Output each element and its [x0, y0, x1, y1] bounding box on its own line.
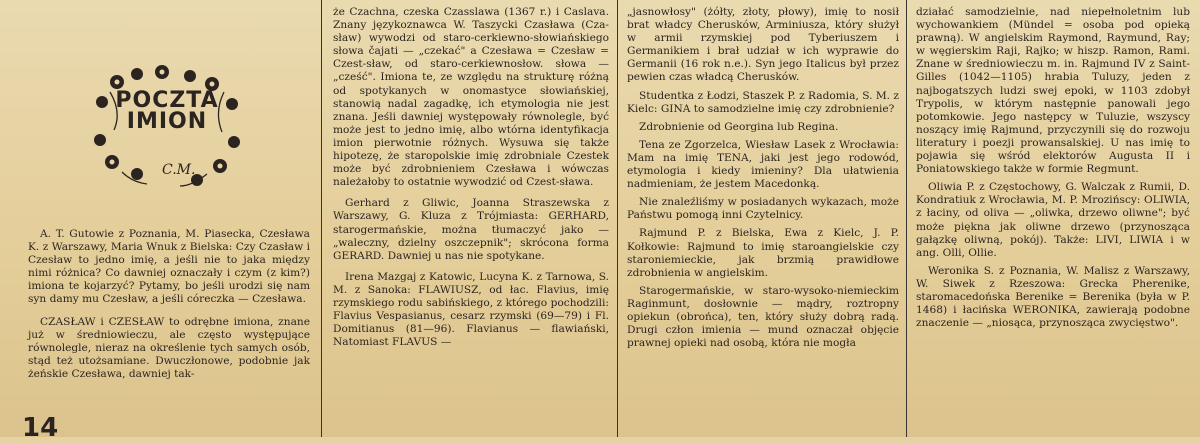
column-3	[627, 6, 899, 355]
column-1	[28, 228, 310, 386]
column-divider	[321, 0, 322, 437]
reader-letter-4: Studentka z Łodzi, Staszek P. z Radomia, S. M. z Kielc: GINA to samodzielne imię czy zdrobnienie?	[627, 89, 899, 115]
page-number: 14	[22, 413, 59, 443]
reader-letter-2: Gerhard z Gliwic, Joanna Straszewska z Warszawy, G. Kluza z Trójmiasta: GERHARD, starogermańskie, można tłumaczyć jako — „waleczny, dzielny oszczepnik"; skrócona forma GERARD. Dawniej u nas nie spotykane.	[333, 197, 609, 262]
answer-4: Zdrobnienie od Georgina lub Regina.	[639, 120, 839, 133]
signature: C.M.	[162, 162, 196, 178]
column-4	[916, 6, 1190, 335]
column-logo	[92, 62, 242, 197]
answer-5: Nie znaleźliśmy w posiadanych wykazach, może Państwu pomogą inni Czytelnicy.	[627, 196, 899, 222]
column-divider	[617, 0, 618, 437]
answer-1-continued: że Czachna, czeska Czasslawa (1367 r.) i Caslava. Znany językoznawca W. Taszycki Czasława (Cza-sław) wywodzi od staro-cerkiewno-słowiańskiego słowa čajati — „czekać" a Czesława = Czesław = Czest-sław, od staro-cerkiewnosłow. słowa — „cześć". Imiona te, ze względu na strukturę różną od spotykanych w onomastyce słowiańskiej, stanowią nadal zagadkę, ich etymologia nie jest znana. Jeśli dawniej występowały równolegle, być może jest to jedno imię, albo wtórna identyfikacja imion pierwotnie różnych. Wysuwa się także hipotezę, że staropolskie imię zdrobniale Czestek może być zdrobnieniem Czesława i wówczas należałoby to ostatnie wywodzić od Czest-sława.	[333, 6, 609, 189]
answer-6: Starogermańskie, w staro-wysoko-niemieckim Raginmunt, dosłownie — mądry, roztropny opiekun (obrońca), ten, który służy dobrą radą. Drugi człon imienia — mund oznaczał objęcie prawnej opieki nad osobą, która nie mogła	[627, 284, 899, 350]
reader-letter-5: Tena ze Zgorzelca, Wiesław Lasek z Wrocławia: Mam na imię TENA, jaki jest jego rodowód, etymologia i kiedy imieniny? Dla ułatwienia nadmieniam, że jestem Macedonką.	[627, 138, 899, 191]
column-2	[333, 6, 609, 354]
reader-letter-1: A. T. Gutowie z Poznania, M. Piasecka, Czesława K. z Warszawy, Maria Wnuk z Bielska: Czy Czasław i Czesław to jedno imię, a jeśli nie to jaka między nimi różnica? Co dawniej oznaczały i czym (z kim?) imiona te kojarzyć? Pytamy, bo jeśli urodzi się nam syn damy mu Czesław, a jeśli córeczka — Czesława.	[28, 228, 310, 306]
column-title: POCZTA IMION	[115, 88, 219, 134]
reader-letter-8: Weronika S. z Poznania, W. Malisz z Warszawy, W. Siwek z Rzeszowa: Grecka Pherenike, staromacedońska Berenike = Berenika (była w P. 1468) i łacińska WERONIKA, zawierają podobne znaczenie — „niosąca, przynosząca zwycięstwo".	[916, 264, 1190, 330]
answer-1: CZASŁAW i CZESŁAW to odrębne imiona, znane już w średniowieczu, ale często występujące równolegle, nieraz na określenie tych samych osób, stąd też utożsamiane. Dwuczłonowe, podobnie jak żeńskie Czesława, dawniej tak-	[28, 315, 310, 380]
column-divider	[906, 0, 907, 437]
answer-6-continued: działać samodzielnie, nad niepełnoletnim lub wychowankiem (Mündel = osoba pod opieką prawną). W angielskim Raymond, Raymund, Ray; w węgierskim Raji, Rajko; w hiszp. Ramon, Rami. Znane w średniowieczu m. in. Rajmund IV z Saint-Gilles (1042—1105) hrabia Tuluzy, jeden z najbogatszych ludzi swej epoki, w 1103 zdobył Trypolis, w którym następnie panowali jego potomkowie. Jego następcy w Tuluzie, wszyscy noszący imię Rajmund, przyczynili się do rozwoju literatury i poezji prowansalskiej. U nas imię to pojawia się wśród elektorów Augusta II i Poniatowskiego także w formie Regmunt.	[916, 6, 1190, 176]
reader-letter-3: Irena Mazgaj z Katowic, Lucyna K. z Tarnowa, S. M. z Sanoka: FLAWIUSZ, od łac. Flavius, imię rzymskiego rodu sabińskiego, z którego pochodzili: Flavius Vespasianus, cesarz rzymski (69—79) i Fl. Domitianus (81—96). Flavianus — flawiański, Natomiast FLAVUS —	[333, 270, 609, 349]
reader-letter-6: Rajmund P. z Bielska, Ewa z Kielc, J. P. Kołkowie: Rajmund to imię staroangielskie czy staroniemieckie, jak brzmią prawidłowe zdrobnienia w angielskim.	[627, 227, 899, 279]
answer-3-continued: „jasnowłosy" (żółty, złoty, płowy), imię to nosił brat władcy Cherusków, Arminiusza, który służył w armii rzymskiej pod Tyberiuszem i Germanikiem i brał udział w ich wyprawie do Germanii (16 rok n.e.). Syn jego Italicus był przez pewien czas władcą Cherusków.	[627, 6, 899, 84]
reader-letter-7: Oliwia P. z Częstochowy, G. Walczak z Rumii, D. Kondratiuk z Wrocławia, M. P. Mrozińscy: OLIWIA, z łaciny, od oliva — „oliwka, drzewo oliwne"; być może piękna jak oliwne drzewo (przynosząca gałązkę oliwną, pokój). Także: LIVI, LIWIA i w ang. Olli, Ollie.	[916, 181, 1190, 259]
